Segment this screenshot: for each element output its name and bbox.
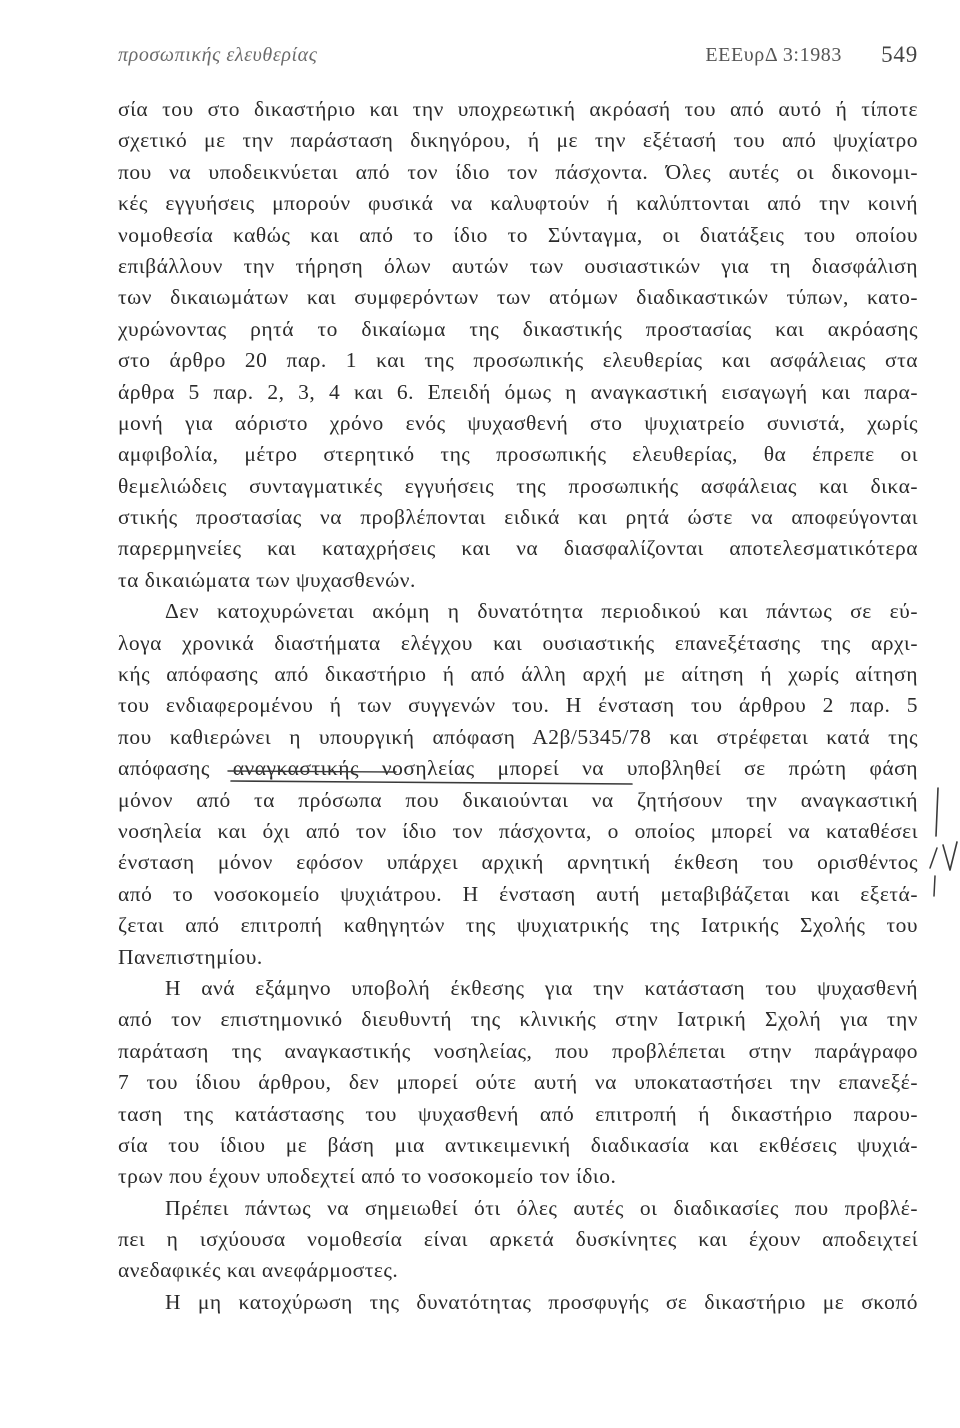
journal-reference: ΕΕΕυρΔ 3:1983: [705, 44, 842, 66]
text-line: μόνον από τα πρόσωπα που δικαιούνται να ζητήσουν την αναγκαστική: [118, 787, 918, 812]
text-line: σχετικό με την παράσταση δικηγόρου, ή με την εξέτασή του από ψυχίατρο: [118, 128, 918, 153]
page-header: [118, 40, 918, 70]
text-line: λογα χρονικά διαστήματα ελέγχου και ουσιαστικής επανεξέτασης της αρχι-: [118, 630, 918, 655]
text-line: στο άρθρο 20 παρ. 1 και της προσωπικής ελευθερίας και ασφάλειας στα: [118, 348, 918, 373]
text-line: αμφιβολία, μέτρο στερητικό της προσωπικής ελευθερίας, θα έπρεπε οι: [118, 442, 918, 467]
text-line: σία του ίδιου με βάση μια αντικειμενική διαδικασία και εκθέσεις ψυχιά-: [118, 1132, 918, 1157]
text-line: ταση της κατάστασης του ψυχασθενή από επιτροπή ή δικαστήριο παρου-: [118, 1101, 918, 1126]
text-line: παράταση της αναγκαστικής νοσηλείας, που προβλέπεται στην παράγραφο: [118, 1038, 918, 1063]
text-line: που καθιερώνει η υπουργική απόφαση Α2β/5345/78 και στρέφεται κατά της: [118, 724, 918, 749]
text-line: σία του στο δικαστήριο και την υποχρεωτική ακρόασή του από αυτό ή τίποτε: [118, 97, 918, 121]
body-text: [118, 94, 918, 1318]
page-number: 549: [881, 42, 918, 67]
text-line: Πανεπιστημίου.: [118, 944, 263, 969]
text-line: απόφασης αναγκαστικής νοσηλείας μπορεί να υποβληθεί σε πρώτη φάση: [118, 756, 918, 781]
text-line: Δεν κατοχυρώνεται ακόμη η δυνατότητα περιοδικού και πάντως σε εύ-: [165, 599, 918, 624]
text-line: ζεται από επιτροπή καθηγητών της ψυχιατρικής της Ιατρικής Σχολής του: [118, 913, 918, 938]
text-line: τα δικαιώματα των ψυχασθενών.: [118, 567, 416, 592]
text-line: που να υποδεικνύεται από τον ίδιο τον πάσχοντα. Όλες αυτές οι δικονομι-: [118, 159, 918, 184]
text-line: Πρέπει πάντως να σημειωθεί ότι όλες αυτές οι διαδικασίες που προβλέ-: [165, 1195, 918, 1220]
paragraph: [118, 1193, 918, 1287]
text-line: νοσηλεία και όχι από τον ίδιο τον πάσχοντα, ο οποίος μπορεί να καταθέσει: [118, 818, 918, 843]
paragraph: [118, 596, 918, 973]
text-line: κές εγγυήσεις μπορούν φυσικά να καλυφτούν ή καλύπτονται από την κοινή: [118, 191, 918, 216]
text-line: των δικαιωμάτων και συμφερόντων των ατόμων διαδικαστικών τύπων, κατο-: [118, 285, 918, 310]
text-line: κής απόφασης από δικαστήριο ή από άλλη αρχή με αίτηση ή χωρίς αίτηση: [118, 662, 918, 687]
text-line: από το νοσοκομείο ψυχιάτρου. Η ένσταση αυτή μεταβιβάζεται και εξετά-: [118, 881, 918, 906]
text-line: θεμελιώδεις συνταγματικές εγγυήσεις της προσωπικής ασφάλειας και δικα-: [118, 473, 918, 498]
paragraph: [118, 973, 918, 1193]
paragraph: [118, 94, 918, 596]
handwritten-margin-tick: [934, 876, 935, 896]
text-line: 7 του ίδιου άρθρου, δεν μπορεί ούτε αυτή να υποκαταστήσει την επανεξέ-: [118, 1070, 918, 1095]
text-line: ανεδαφικές και ανεφάρμοστες.: [118, 1258, 399, 1283]
handwritten-check-mark: [943, 842, 957, 870]
text-line: νομοθεσία καθώς και από το ίδιο το Σύνταγμα, οι διατάξεις του οποίου: [118, 222, 918, 247]
text-line: Η μη κατοχύρωση της δυνατότητας προσφυγής σε δικαστήριο με σκοπό: [165, 1289, 918, 1314]
text-line: επιβάλλουν την τήρηση όλων αυτών των ουσιαστικών για τη διασφάλιση: [118, 253, 918, 278]
text-line: χυρώνοντας ρητά το δικαίωμα της δικαστικής προστασίας και ακρόασης: [118, 316, 918, 341]
text-line: στικής προστασίας να προβλέπονται ειδικά και ρητά ώστε να αποφεύγονται: [118, 505, 918, 530]
running-title: προσωπικής ελευθερίας: [118, 44, 318, 66]
handwritten-margin-slash: [930, 848, 937, 868]
text-line: πει η ισχύουσα νομοθεσία είναι αρκετά δυσκίνητες και έχουν αποδειχτεί: [118, 1227, 918, 1252]
handwritten-margin-line: [936, 788, 938, 836]
text-line: του ενδιαφερομένου ή των συγγενών του. Η ένσταση του άρθρου 2 παρ. 5: [118, 693, 918, 718]
text-line: μονή για αόριστο χρόνο ενός ψυχασθενή στο ψυχιατρείο συνιστά, χωρίς: [118, 410, 918, 435]
paragraph: [118, 1287, 918, 1318]
text-line: τρων που έχουν υποδεχτεί από το νοσοκομείο τον ίδιο.: [118, 1164, 617, 1189]
text-line: από τον επιστημονικό διευθυντή της κλινικής στην Ιατρική Σχολή για την: [118, 1007, 918, 1032]
text-line: ένσταση μόνον εφόσον υπάρχει αρχική αρνητική έκθεση του ορισθέντος: [118, 850, 918, 875]
text-line: παρερμηνείες και καταχρήσεις και να διασφαλίζονται αποτελεσματικότερα: [118, 536, 918, 561]
text-line: άρθρα 5 παρ. 2, 3, 4 και 6. Επειδή όμως η αναγκαστική εισαγωγή και παρα-: [118, 379, 918, 404]
text-line: Η ανά εξάμηνο υποβολή έκθεσης για την κατάσταση του ψυχασθενή: [165, 975, 918, 1000]
